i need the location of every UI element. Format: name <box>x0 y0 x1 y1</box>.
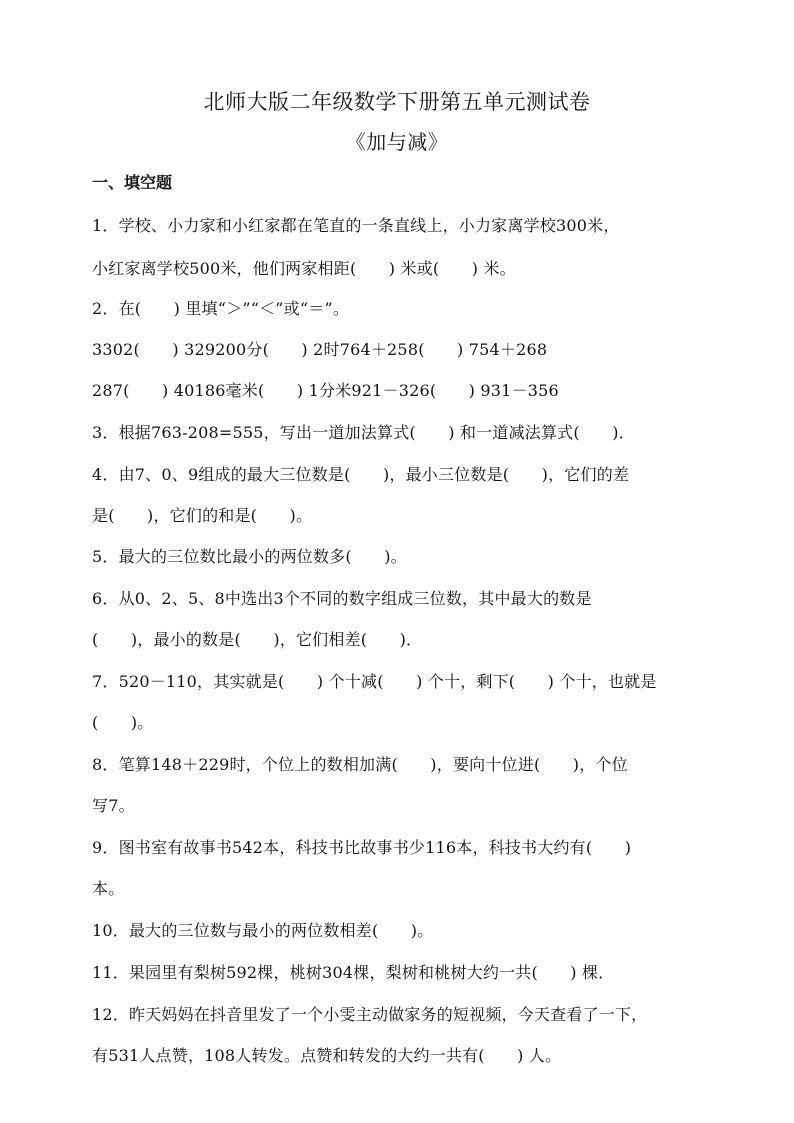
question-line: 7．520－110，其实就是( ) 个十减( ) 个十，剩下( ) 个十，也就是 <box>92 672 657 691</box>
page-title: 北师大版二年级数学下册第五单元测试卷 <box>203 90 591 114</box>
question-line: 8．笔算148＋229时，个位上的数相加满( )，要向十位进( )，个位 <box>92 755 628 774</box>
question-line: 4．由7、0、9组成的最大三位数是( )，最小三位数是( )，它们的差 <box>92 465 630 484</box>
question-line: 本。 <box>92 879 125 898</box>
page-subtitle: 《加与减》 <box>345 130 449 154</box>
question-line: 是( )，它们的和是( )。 <box>92 506 313 525</box>
question-line: 3．根据763-208=555，写出一道加法算式( ) 和一道减法算式( )． <box>92 423 635 442</box>
question-line: 6．从0、2、5、8中选出3个不同的数字组成三位数，其中最大的数是 <box>92 589 592 608</box>
section-heading: 一、填空题 <box>92 173 173 192</box>
question-line: 5．最大的三位数比最小的两位数多( )。 <box>92 547 407 566</box>
question-line: 12．昨天妈妈在抖音里发了一个小雯主动做家务的短视频，今天查看了一下， <box>92 1005 648 1024</box>
question-line: 写7。 <box>92 796 135 815</box>
question-line: 10．最大的三位数与最小的两位数相差( )。 <box>92 921 434 940</box>
question-line: 1．学校、小力家和小红家都在笔直的一条直线上，小力家离学校300米， <box>92 216 620 235</box>
question-line: ( )，最小的数是( )，它们相差( )． <box>92 630 423 649</box>
question-line: 2．在( ) 里填“＞”“＜”或“＝”。 <box>92 299 350 318</box>
question-line: 9．图书室有故事书542本，科技书比故事书少116本，科技书大约有( ) <box>92 838 632 857</box>
question-line: ( )。 <box>92 713 154 732</box>
question-line: 3302( ) 329200分( ) 2时764＋258( ) 754＋268 <box>92 340 548 359</box>
question-line: 287( ) 40186毫米( ) 1分米921－326( ) 931－356 <box>92 381 559 400</box>
question-line: 小红家离学校500米，他们两家相距( ) 米或( ) 米。 <box>92 259 516 278</box>
question-line: 有531人点赞，108人转发。点赞和转发的大约一共有( ) 人。 <box>92 1046 562 1065</box>
question-line: 11．果园里有梨树592棵，桃树304棵，梨树和桃树大约一共( ) 棵． <box>92 963 615 982</box>
